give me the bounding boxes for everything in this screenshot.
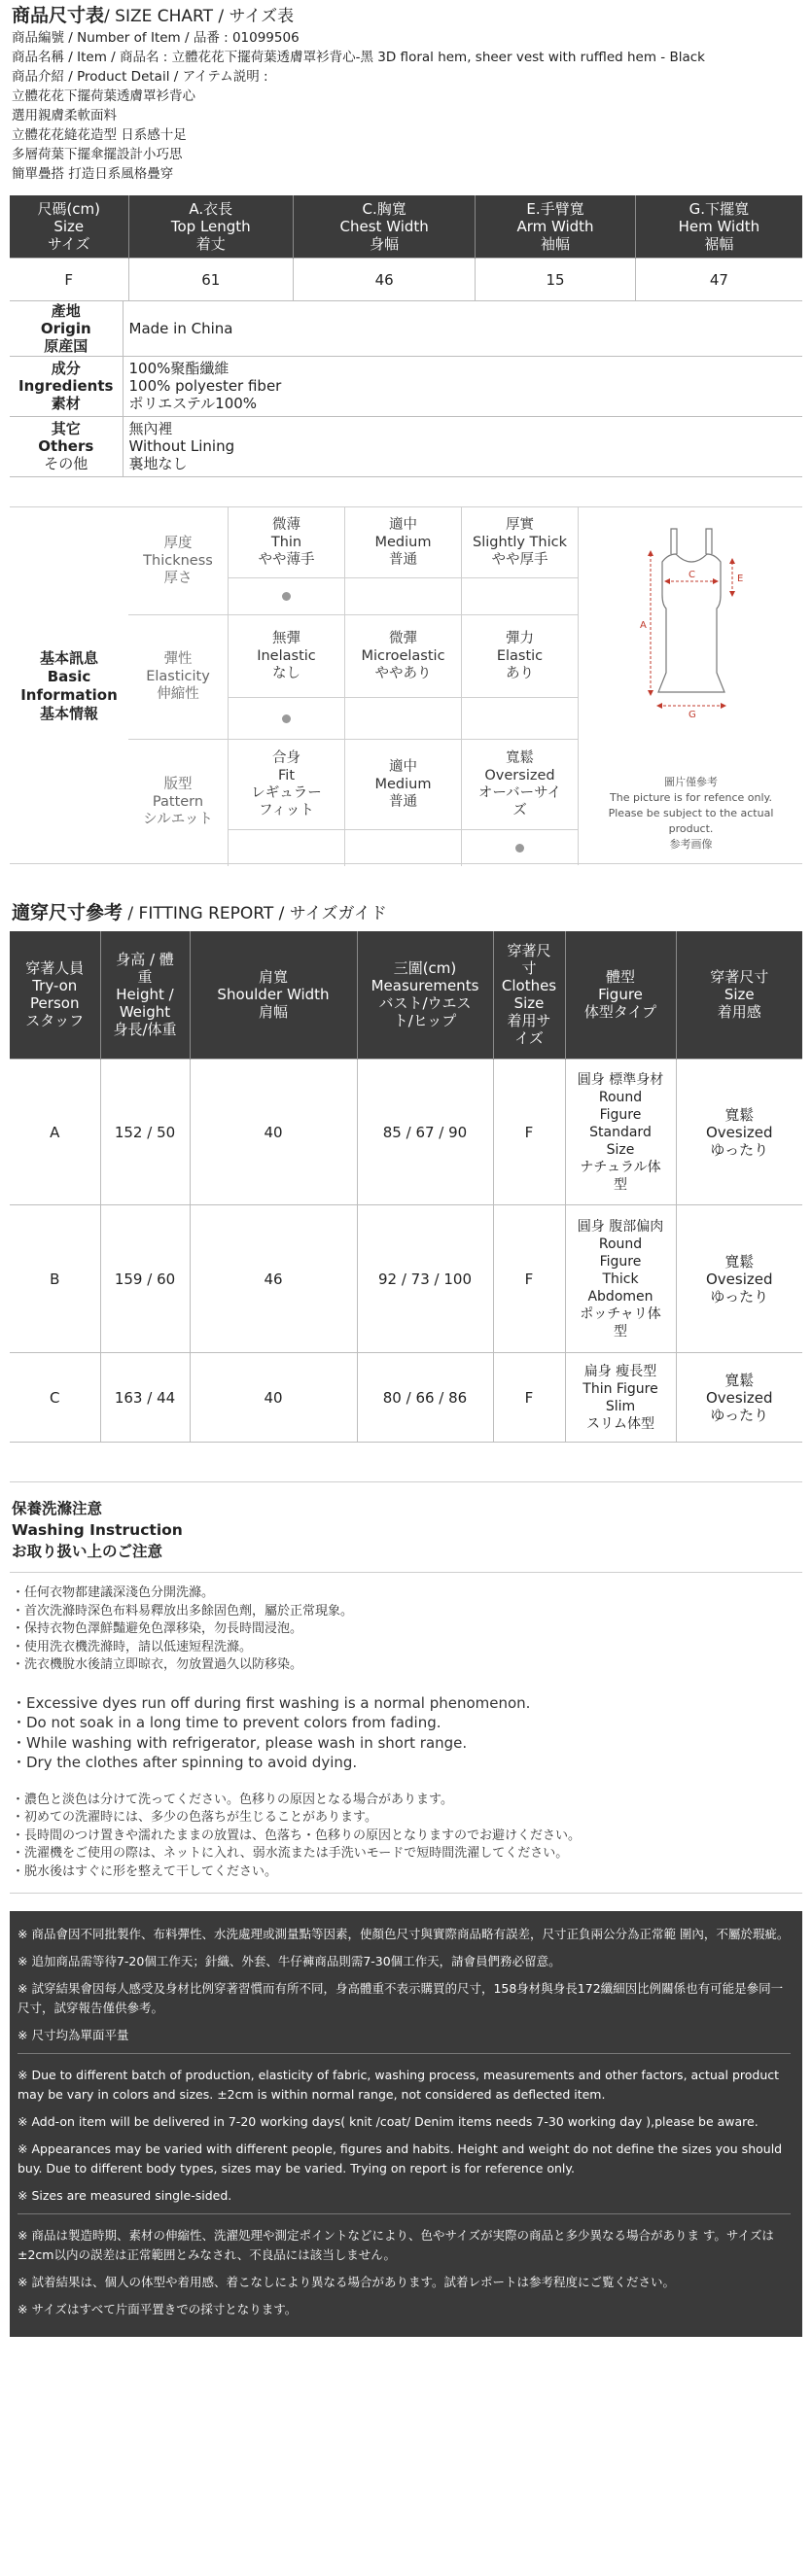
elasticity-marker-cell-2 [344,697,461,740]
thickness-marker-cell-3 [461,577,578,614]
cell-shoulder: 46 [190,1205,357,1353]
elasticity-marker-cell-3 [461,697,578,740]
attr-value: Made in China [123,301,802,356]
thickness-option-thick: 厚實 Slightly Thick やや厚手 [461,507,578,577]
note-ja: ※ 試着結果は、個人の体型や着用感、着こなしにより異なる場合があります。試着レポートは参考程度にご覧ください。 [18,2275,675,2289]
cell-measurements: 85 / 67 / 90 [357,1060,493,1205]
wash-item-zh: ・保持衣物色澤鮮豔避免色澤移染，勿長時間浸泡。 [12,1621,303,1636]
cell-size: F [493,1205,565,1353]
cell-figure: 圓身 標準身材 Round Figure Standard Size ナチュラル体 型 [565,1060,676,1205]
title-sub: / SIZE CHART / サイズ表 [104,7,295,26]
divider [18,2213,791,2214]
detail-item: 選用親膚柔軟面料 [12,108,117,123]
wash-item-en: ・Do not soak in a long time to prevent colors from fading. [12,1714,441,1731]
attr-ingredients [10,356,802,416]
item-name: 商品名稱 / Item / 商品名 : 立體花花下擺荷葉透膚罩衫背心-黑 3D floral hem, sheer vest with ruffled hem - Black [12,50,705,65]
cell-fit: 寬鬆 Ovesized ゆったり [676,1060,802,1205]
cell-person: A [10,1060,100,1205]
selected-dot [282,714,291,723]
figure-caption: 圖片僅參考 The picture is for refence only. Please be subject to the actual product. 参考画像 [608,775,774,851]
elasticity-option-inelastic: 無彈 Inelastic なし [228,615,344,697]
cell-height-weight: 159 / 60 [100,1205,190,1353]
elasticity-marker-cell-1 [228,697,344,740]
table-row [10,1060,802,1205]
measure-label-g: G [688,709,696,720]
fabric-attribute-grid [128,507,578,865]
product-detail-label: 商品介紹 / Product Detail / アイテム説明 : [12,69,268,85]
thickness-label: 厚度 Thickness 厚さ [143,535,213,586]
detail-item: 多層荷葉下擺傘擺設計小巧思 [12,147,183,162]
fitting-report-title: 適穿尺寸參考 / FITTING REPORT / サイズガイド [12,901,387,923]
attr-value: 100%聚酯纖維 100% polyester fiber ポリエステル100% [123,356,802,416]
header-shoulder: 肩寬 Shoulder Width 肩幅 [190,931,357,1060]
header-figure: 體型 Figure 体型タイプ [565,931,676,1060]
header-arm-width: E.手臂寬 Arm Width 袖幅 [476,195,636,259]
washing-list [10,1572,802,1894]
cell-person: C [10,1353,100,1443]
cell-figure: 圓身 腹部偏肉 Round Figure Thick Abdomen ポッチャリ体 型 [565,1205,676,1353]
attr-label: 成分 Ingredients 素材 [10,356,123,416]
cell-fit: 寬鬆 Ovesized ゆったり [676,1205,802,1353]
note-en: ※ Due to different batch of production, elasticity of fabric, washing process, measurements and other factors, actual product may be vary in colors and sizes. ±2cm is within normal range, not considered as deflected item. [18,2068,780,2102]
attr-label: 其它 Others その他 [10,416,123,476]
cell-shoulder: 40 [190,1060,357,1205]
product-info [12,28,800,184]
thickness-option-thin: 微薄 Thin やや薄手 [228,507,344,577]
pattern-option-fit: 合身 Fit レギュラー フィット [228,740,344,829]
wash-item-ja: ・初めての洗濯時には、多少の色落ちが生じることがあります。 [12,1810,377,1825]
garment-diagram [578,507,802,865]
thickness-marker-cell-1 [228,577,344,614]
cell-person: B [10,1205,100,1353]
header-fit: 穿著尺寸 Size 着用感 [676,931,802,1060]
measure-label-c: C [688,569,695,580]
selected-dot [282,592,291,601]
header-hem-width: G.下擺寬 Hem Width 裾幅 [635,195,802,259]
elasticity-option-elastic: 彈力 Elastic あり [461,615,578,697]
detail-item: 立體花花下擺荷葉透膚罩衫背心 [12,88,195,104]
detail-item: 簡單疊搭 打造日系風格疊穿 [12,166,174,182]
cell-figure: 扁身 瘦長型 Thin Figure Slim スリム体型 [565,1353,676,1443]
wash-item-zh: ・任何衣物都建議深淺色分開洗滌。 [12,1585,215,1600]
pattern-marker-cell-1 [228,829,344,866]
detail-item: 立體花花縫花造型 日系感十足 [12,127,187,143]
note-zh: ※ 商品會因不同批製作、布料彈性、水洗處理或測量點等因素，使顏色尺寸與實際商品略有誤差，尺寸正負兩公分為正常範 圍內，不屬於瑕疵。 [18,1927,790,1941]
cell-shoulder: 40 [190,1353,357,1443]
elasticity-row [128,614,578,739]
cell-measurements: 92 / 73 / 100 [357,1205,493,1353]
wash-item-zh: ・使用洗衣機洗滌時，請以低速短程洗滌。 [12,1639,253,1654]
wash-item-ja: ・濃色と淡色は分けて洗ってください。色移りの原因となる場合があります。 [12,1792,453,1807]
fitting-table [10,931,802,1444]
size-chart-title [12,4,800,28]
table-row [10,259,802,301]
note-zh: ※ 追加商品需等待7-20個工作天；針織、外套、牛仔褲商品則需7-30個工作天，請會員們務必留意。 [18,1954,561,1968]
cell-arm-width: 15 [476,259,636,301]
cell-measurements: 80 / 66 / 86 [357,1353,493,1443]
cell-hem-width: 47 [635,259,802,301]
attribute-table [10,301,802,477]
washing-title: 保養洗滌注意 Washing Instruction お取り扱い上のご注意 [12,1500,183,1560]
cell-height-weight: 163 / 44 [100,1353,190,1443]
note-ja: ※ 商品は製造時期、素材の伸縮性、洗濯処理や測定ポイントなどにより、色やサイズが実際の商品と多少異なる場合がありま す。サイズは±2cm以内の誤差は正常範囲とみなされ、不良品には該当しません。 [18,2228,774,2262]
wash-item-zh: ・首次洗滌時深色布料易釋放出多餘固色劑，屬於正常現象。 [12,1603,354,1619]
header-person: 穿著人員 Try-on Person スタッフ [10,931,100,1060]
pattern-marker-cell-2 [344,829,461,866]
cell-fit: 寬鬆 Ovesized ゆったり [676,1353,802,1443]
pattern-row [128,739,578,865]
basic-information [10,506,802,864]
cell-size: F [10,259,128,301]
pattern-option-medium: 適中 Medium 普通 [344,740,461,829]
wash-item-ja: ・脱水後はすぐに形を整えて干してください。 [12,1863,278,1879]
basic-info-label: 基本訊息 Basic Information 基本情報 [20,648,118,722]
attr-value: 無內裡 Without Lining 裏地なし [123,416,802,476]
measure-label-a: A [640,619,647,631]
measure-label-e: E [737,573,744,584]
table-row [10,1353,802,1443]
attr-others [10,416,802,476]
header-measurements: 三圍(cm) Measurements バスト/ウエス ト/ヒップ [357,931,493,1060]
wash-item-ja: ・長時間のつけ置きや濡れたままの放置は、色落ち・色移りの原因となりますのでお避けください。 [12,1828,582,1843]
note-zh: ※ 尺寸均為單面平量 [18,2028,129,2042]
cell-size: F [493,1060,565,1205]
header-clothes-size: 穿著尺 寸 Clothes Size 着用サ イズ [493,931,565,1060]
note-en: ※ Add-on item will be delivered in 7-20 working days( knit /coat/ Denim items needs 7-30 working day ),please be aware. [18,2114,759,2129]
divider [18,2053,791,2054]
note-zh: ※ 試穿結果會因每人感受及身材比例穿著習慣而有所不同，身高體重不表示購買的尺寸，158身材與身長172纖細因比例關係也有可能是參同一尺寸，試穿報告僅供參考。 [18,1981,784,2015]
header-size: 尺碼(cm) Size サイズ [10,195,128,259]
attr-origin [10,301,802,356]
size-table [10,195,802,301]
pattern-option-oversized: 寬鬆 Oversized オーバーサイ ズ [461,740,578,829]
wash-item-ja: ・洗濯機をご使用の際は、ネットに入れ、弱水流または手洗いモードで短時間洗濯してください。 [12,1846,569,1861]
header-height-weight: 身高 / 體 重 Height / Weight 身長/体重 [100,931,190,1060]
wash-item-zh: ・洗衣機脫水後請立即晾衣，勿放置過久以防移染。 [12,1657,303,1672]
wash-item-en: ・While washing with refrigerator, please wash in short range. [12,1733,468,1752]
cell-top-length: 61 [128,259,294,301]
product-header [0,0,812,184]
header-chest-width: C.胸寬 Chest Width 身幅 [294,195,476,259]
notes-panel [10,1911,802,2337]
wash-item-en: ・Dry the clothes after spinning to avoid dying. [12,1754,358,1771]
washing-instruction [10,1481,802,1894]
note-ja: ※ サイズはすべて片面平置きでの採寸となります。 [18,2302,298,2316]
fitting-header [10,931,802,1060]
wash-item-en: ・Excessive dyes run off during first washing is a normal phenomenon. [12,1693,531,1712]
attr-label: 產地 Origin 原産国 [10,301,123,356]
note-en: ※ Appearances may be varied with different people, figures and habits. Height and weight do not define the sizes you should buy. Due to different body types, sizes may be varied. Trying on report is for reference only. [18,2141,783,2176]
header-top-length: A.衣長 Top Length 着丈 [128,195,294,259]
elasticity-option-microelastic: 微彈 Microelastic ややあり [344,615,461,697]
thickness-marker-cell-2 [344,577,461,614]
cell-chest-width: 46 [294,259,476,301]
title-main: 商品尺寸表 [12,5,105,26]
thickness-option-medium: 適中 Medium 普通 [344,507,461,577]
pattern-label: 版型 Pattern シルエット [143,777,213,827]
tank-top-illustration [579,507,803,770]
table-row [10,1205,802,1353]
note-en: ※ Sizes are measured single-sided. [18,2188,232,2203]
size-table-header [10,195,802,259]
thickness-row [128,507,578,614]
cell-height-weight: 152 / 50 [100,1060,190,1205]
cell-size: F [493,1353,565,1443]
item-number: 商品編號 / Number of Item / 品番 : 01099506 [12,30,300,46]
pattern-marker-cell-3 [461,829,578,866]
selected-dot [515,844,524,853]
elasticity-label: 彈性 Elasticity 伸縮性 [146,651,210,702]
